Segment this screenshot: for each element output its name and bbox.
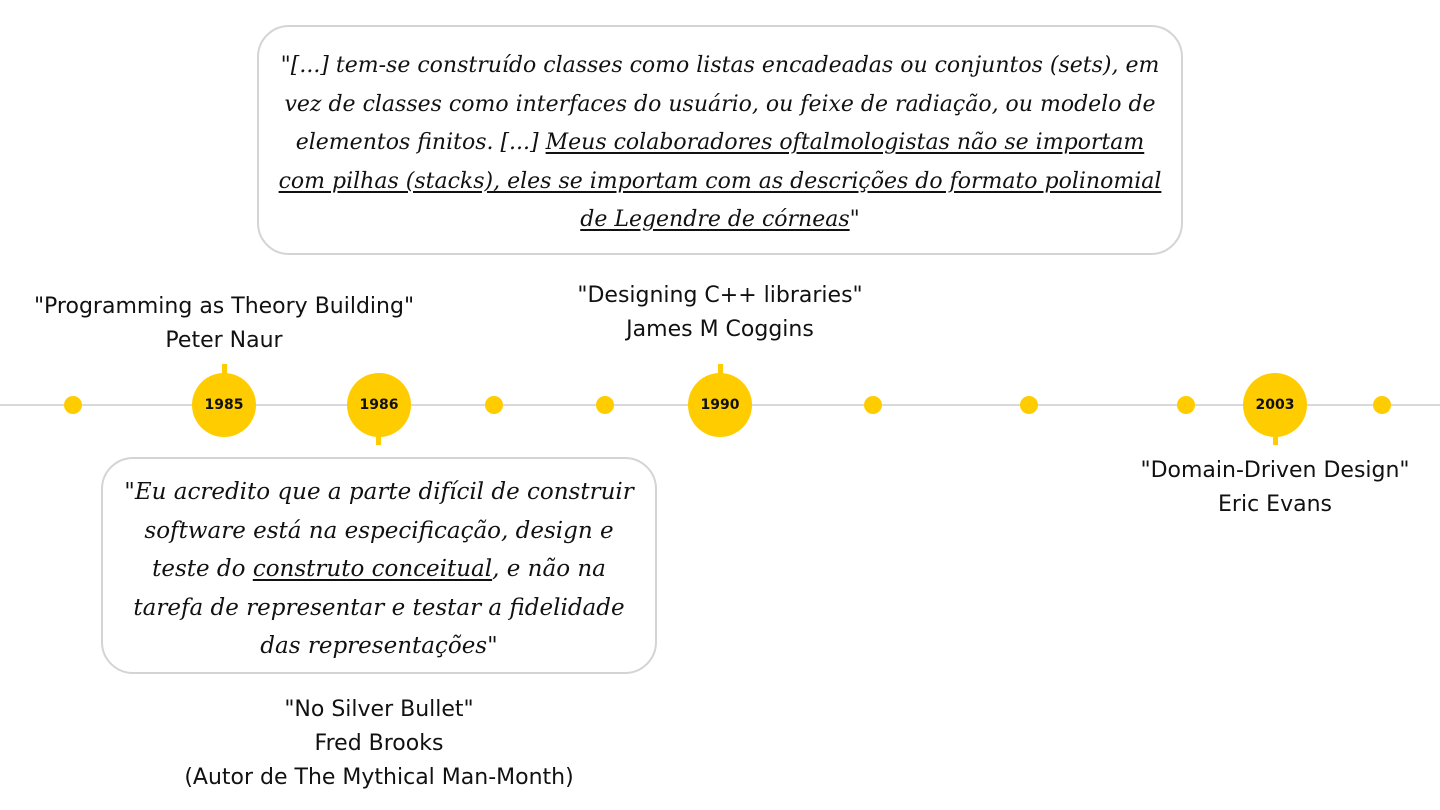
year-label: 1986 xyxy=(359,397,399,413)
quote-text: "[...] tem-se construído classes como listas encadeadas ou conjuntos (sets), em vez de classes como interfaces do usuário, ou feixe de radiação, ou modelo de elementos finitos. [...] xyxy=(280,53,1160,155)
event-author: James M Coggins xyxy=(626,317,814,342)
year-marker-2003 xyxy=(1243,373,1307,437)
year-label: 1990 xyxy=(700,397,740,413)
event-naur xyxy=(0,290,448,358)
event-coggins xyxy=(520,279,920,347)
event-title: "Programming as Theory Building" xyxy=(33,294,415,319)
year-label: 1985 xyxy=(204,397,244,413)
event-brooks xyxy=(129,693,629,795)
timeline-dot xyxy=(485,396,503,414)
year-marker-1986 xyxy=(347,373,411,437)
year-marker-1985 xyxy=(192,373,256,437)
quote-text: "Eu acredito que a parte difícil de construir software está na especificação, design e teste do xyxy=(124,479,634,582)
quote-emphasis: Meus colaboradores oftalmologistas não se importam com pilhas (stacks), eles se importam com as descrições do formato polinomial de Legendre de córneas xyxy=(278,130,1162,232)
timeline-dot xyxy=(64,396,82,414)
event-note: (Autor de The Mythical Man-Month) xyxy=(184,765,574,790)
timeline-dot xyxy=(596,396,614,414)
timeline-dot xyxy=(1020,396,1038,414)
timeline-dot xyxy=(1373,396,1391,414)
year-label: 2003 xyxy=(1255,397,1295,413)
timeline-dot xyxy=(864,396,882,414)
event-author: Fred Brooks xyxy=(314,731,444,756)
quote-text-end: , e não na tarefa de representar e testar a fidelidade das representações" xyxy=(133,556,625,659)
event-author: Peter Naur xyxy=(165,328,283,353)
quote-emphasis: construto conceitual xyxy=(252,556,493,582)
event-evans xyxy=(1105,454,1440,522)
event-title: "Designing C++ libraries" xyxy=(577,283,863,308)
event-author: Eric Evans xyxy=(1218,492,1332,517)
quote-box-coggins xyxy=(257,25,1183,255)
quote-close: " xyxy=(849,207,860,232)
quote-box-brooks xyxy=(101,457,657,674)
year-marker-1990 xyxy=(688,373,752,437)
event-title: "Domain-Driven Design" xyxy=(1140,458,1410,483)
timeline-dot xyxy=(1177,396,1195,414)
event-title: "No Silver Bullet" xyxy=(284,697,474,722)
